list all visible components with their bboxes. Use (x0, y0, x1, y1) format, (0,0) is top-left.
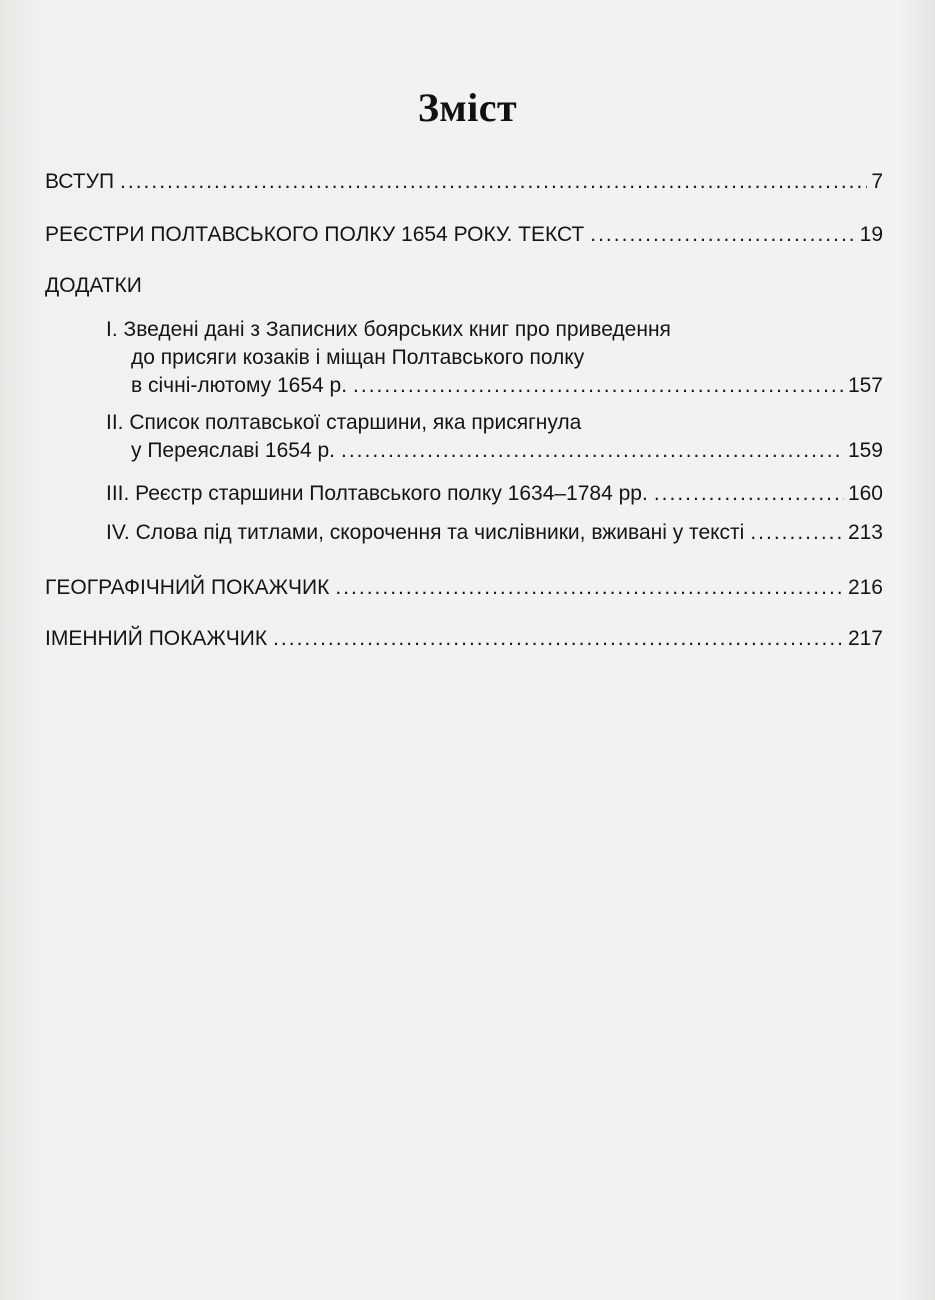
toc-entry-label: в січні-лютому 1654 р. (131, 374, 348, 397)
toc-entry-geo-index[interactable] (45, 574, 883, 601)
toc-entry-label: РЕЄСТРИ ПОЛТАВСЬКОГО ПОЛКУ 1654 РОКУ. ТЕКСТ (45, 223, 585, 246)
toc-page-number: 217 (847, 627, 883, 650)
toc-entry-label: ІМЕННИЙ ПОКАЖЧИК (45, 627, 268, 650)
toc-page-number: 157 (847, 374, 883, 397)
toc-entry-appendix-1[interactable] (131, 372, 883, 399)
toc-entry-label: ВСТУП (45, 170, 115, 193)
page-title: Зміст (417, 85, 518, 130)
toc-page-number: 7 (871, 170, 883, 193)
toc-appendix-2-line-1: ІІ. Список полтавської старшини, яка присягнула (106, 411, 582, 434)
dot-leader (335, 574, 844, 601)
toc-entry-name-index[interactable] (45, 625, 883, 652)
toc-page-number: 213 (847, 521, 883, 544)
toc-entry-label: ІІІ. Реєстр старшини Полтавського полку 1634–1784 рр. (106, 482, 648, 505)
toc-entry-registers[interactable] (45, 221, 883, 248)
dot-leader (590, 221, 855, 248)
toc-entry-appendix-2[interactable] (131, 437, 883, 464)
dot-leader (654, 480, 844, 507)
toc-page-number: 19 (859, 223, 883, 246)
toc-page-number: 160 (847, 482, 883, 505)
toc-entry-label: IV. Слова під титлами, скорочення та числівники, вживані у тексті (106, 521, 745, 544)
dot-leader (353, 372, 844, 399)
toc-appendices-heading: ДОДАТКИ (45, 274, 142, 297)
dot-leader (341, 437, 844, 464)
dot-leader (120, 168, 867, 195)
toc-page-number: 216 (847, 576, 883, 599)
dot-leader (273, 625, 844, 652)
toc-entry-label: у Переяславі 1654 р. (131, 439, 335, 462)
toc-page-number: 159 (847, 439, 883, 462)
toc-entry-appendix-4[interactable] (106, 519, 883, 546)
toc-entry-appendix-3[interactable] (106, 480, 883, 507)
dot-leader (750, 519, 844, 546)
toc-appendix-1-line-2: до присяги козаків і міщан Полтавського полку (131, 346, 585, 369)
toc-appendix-1-line-1: І. Зведені дані з Записних боярських книг про приведення (106, 318, 671, 341)
toc-entry-intro[interactable] (45, 168, 883, 195)
toc-entry-label: ГЕОГРАФІЧНИЙ ПОКАЖЧИК (45, 576, 330, 599)
